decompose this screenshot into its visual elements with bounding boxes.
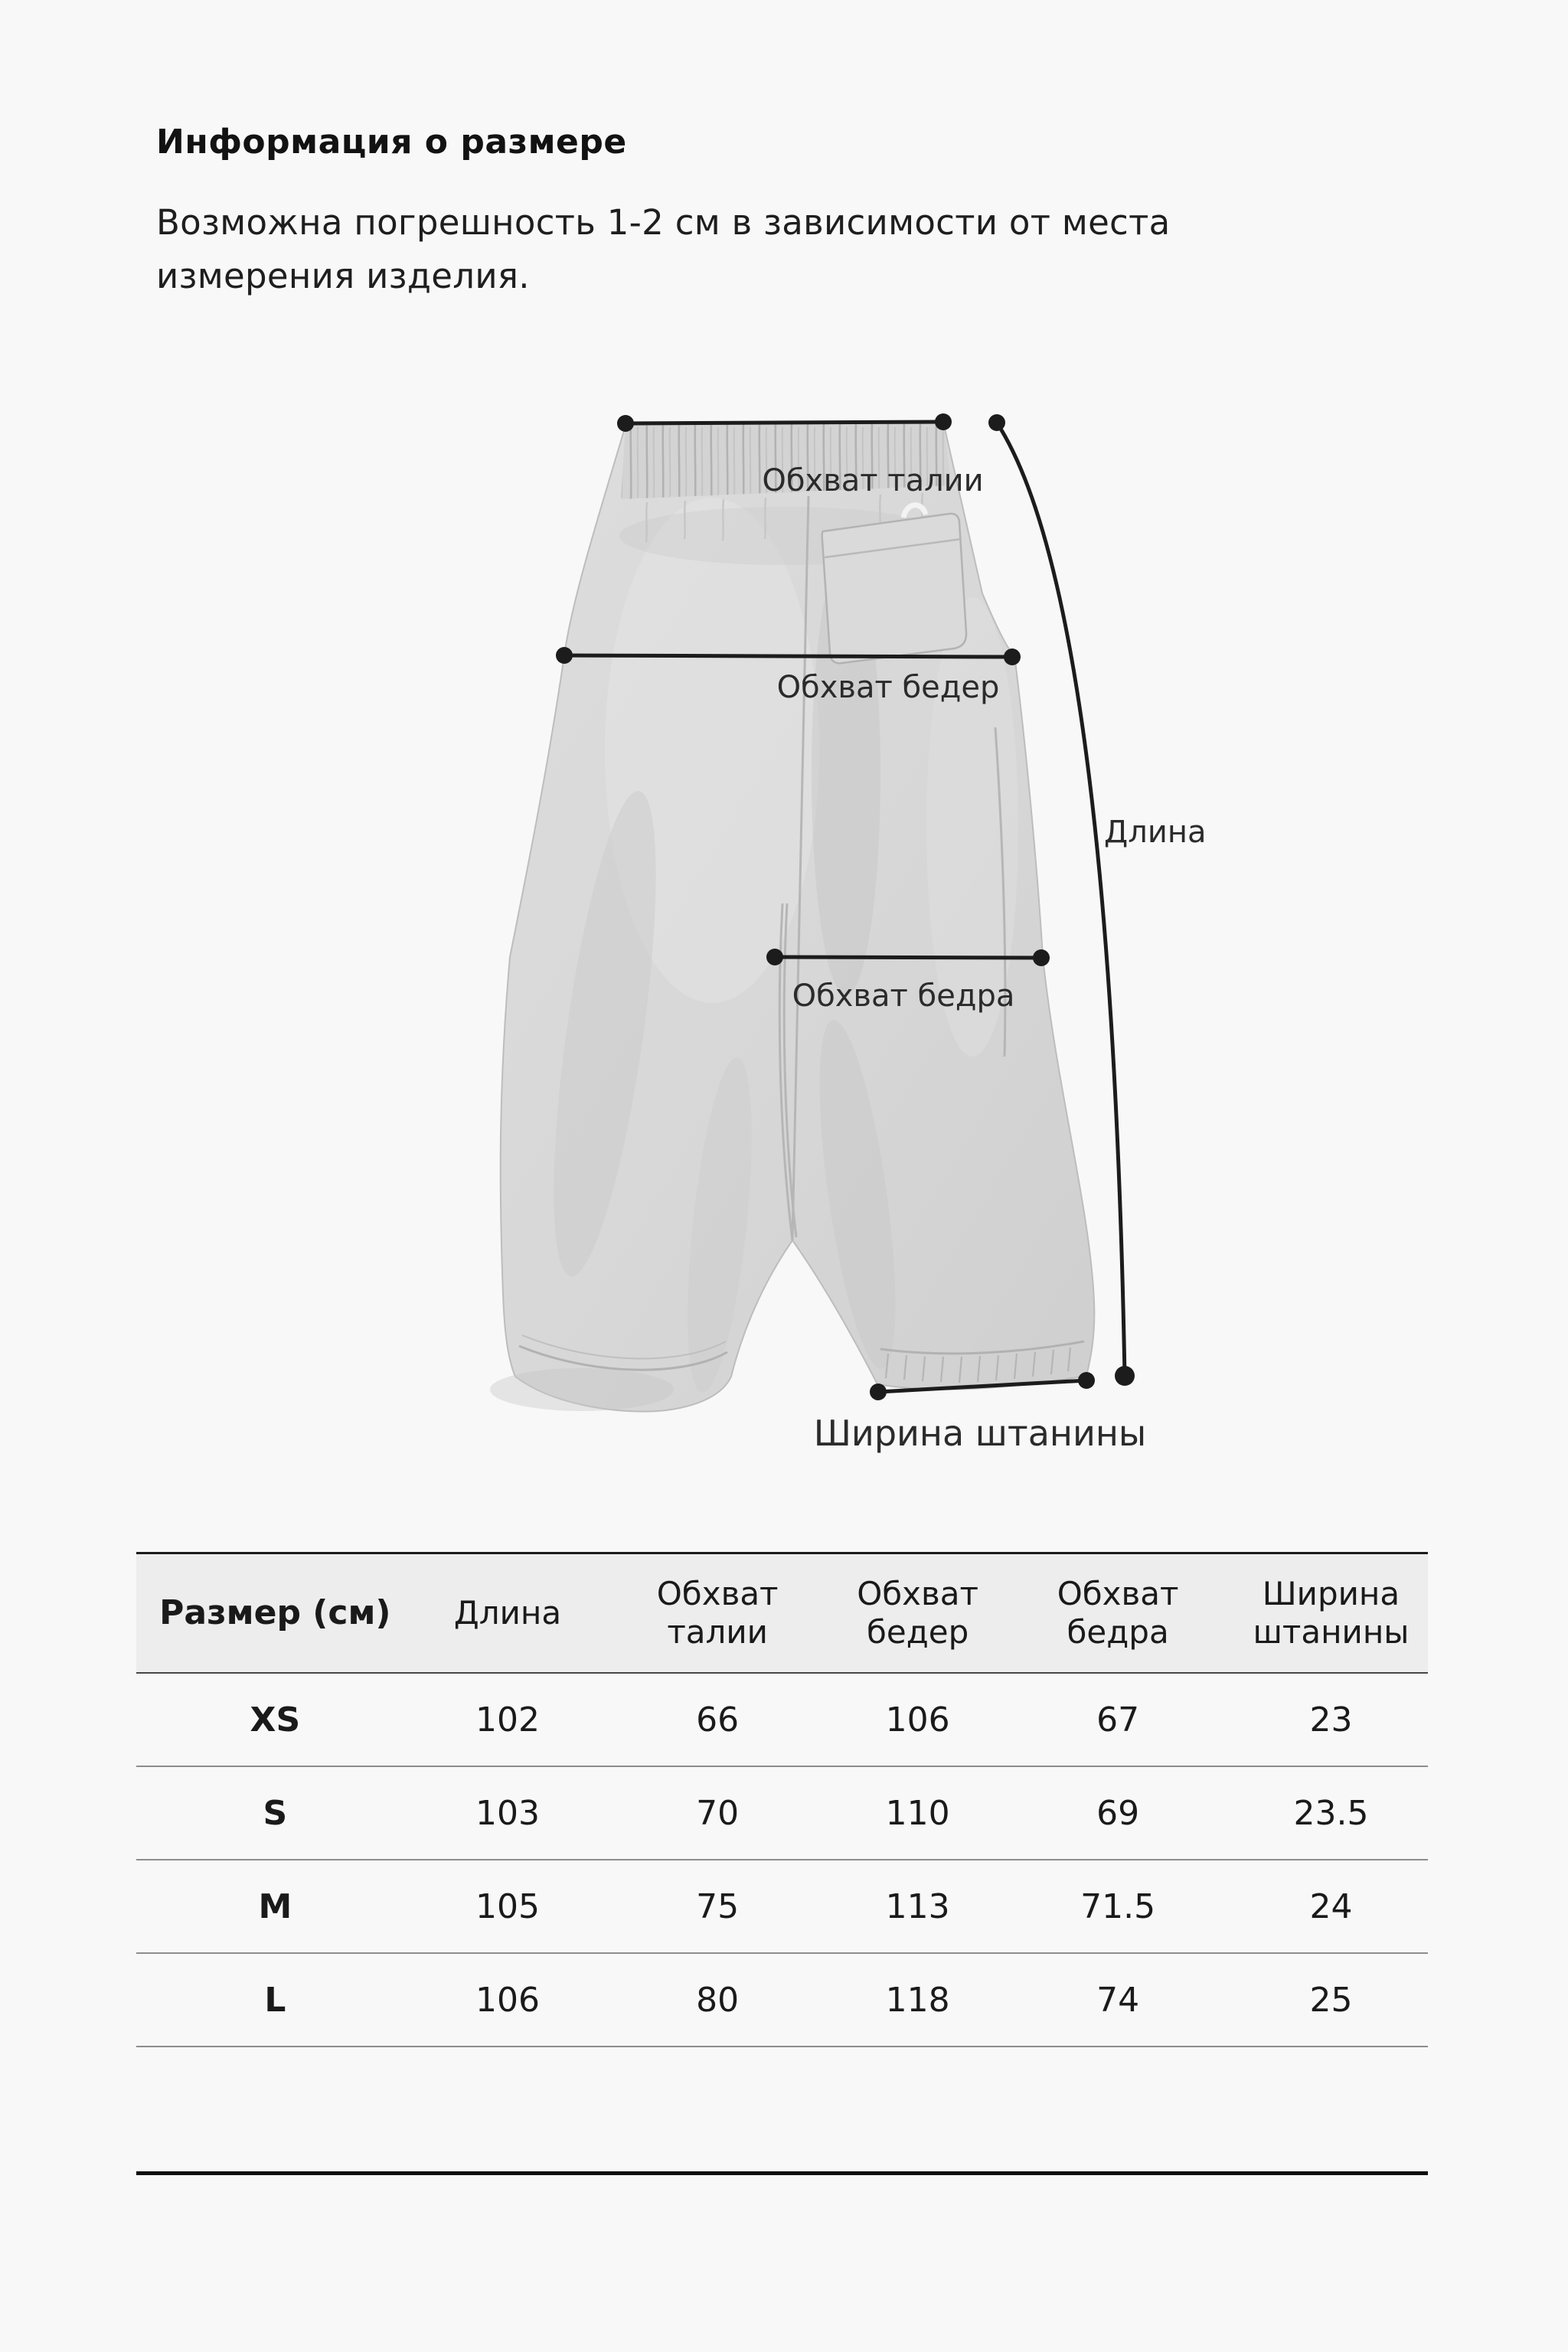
header-waist: Обхват талии [601,1553,834,1674]
size-table-header [136,1553,1428,1674]
size-row-l [136,1953,1428,2047]
size-cell: L [136,1953,414,2047]
waist-dot-left [617,415,634,432]
leg-width-dot-right [1078,1372,1095,1389]
size-row-xs [136,1673,1428,1766]
leg-width-cell: 23 [1234,1673,1428,1766]
leg-width-dot-left [870,1383,887,1400]
hips-dot-left [556,647,573,664]
hips-measure-line [564,655,1012,657]
length-label: Длина [1104,815,1207,850]
waist-cell: 75 [601,1860,834,1953]
header-length: Длина [414,1553,602,1674]
waist-dot-right [935,413,952,430]
waist-cell: 66 [601,1673,834,1766]
thigh-cell: 71.5 [1001,1860,1234,1953]
length-dot-bottom [1115,1366,1135,1386]
leg-width-cell: 25 [1234,1953,1428,2047]
length-cell: 105 [414,1860,602,1953]
leg-width-cell: 24 [1234,1860,1428,1953]
thigh-label: Обхват бедра [792,978,1015,1014]
hips-cell: 110 [834,1766,1001,1860]
waist-cell: 80 [601,1953,834,2047]
hips-label: Обхват бедер [776,670,1000,705]
pants-photo [490,422,1094,1412]
size-row-m [136,1860,1428,1953]
back-pocket [822,505,966,664]
tolerance-note: Возможна погрешность 1-2 см в зависимости от места измерения изделия. [156,202,1171,296]
size-cell: M [136,1860,414,1953]
thigh-measure-line [775,957,1041,958]
waist-measure-line [626,422,943,423]
size-cell: XS [136,1673,414,1766]
size-cell: S [136,1766,414,1860]
thigh-dot-left [766,949,783,965]
length-cell: 103 [414,1766,602,1860]
header-hips: Обхват бедер [834,1553,1001,1674]
leg-width-cell: 23.5 [1234,1766,1428,1860]
length-cell: 106 [414,1953,602,2047]
waist-label: Обхват талии [762,463,984,498]
hips-cell: 106 [834,1673,1001,1766]
size-table [136,1552,1428,2175]
size-row-s [136,1766,1428,1860]
empty-cell [136,2047,1428,2174]
page-title: Информация о размере [156,122,627,162]
header-size: Размер (см) [136,1553,414,1674]
leg-width-label: Ширина штанины [813,1413,1147,1454]
header-thigh: Обхват бедра [1001,1553,1234,1674]
empty-row [136,2047,1428,2174]
hips-cell: 118 [834,1953,1001,2047]
hips-cell: 113 [834,1860,1001,1953]
header-leg-width: Ширина штанины [1234,1553,1428,1674]
thigh-cell: 74 [1001,1953,1234,2047]
header-row [136,1553,1428,1674]
thigh-cell: 67 [1001,1673,1234,1766]
thigh-cell: 69 [1001,1766,1234,1860]
length-cell: 102 [414,1673,602,1766]
hips-dot-right [1004,648,1021,665]
waist-cell: 70 [601,1766,834,1860]
length-dot-top [988,414,1005,431]
thigh-dot-right [1033,949,1050,966]
